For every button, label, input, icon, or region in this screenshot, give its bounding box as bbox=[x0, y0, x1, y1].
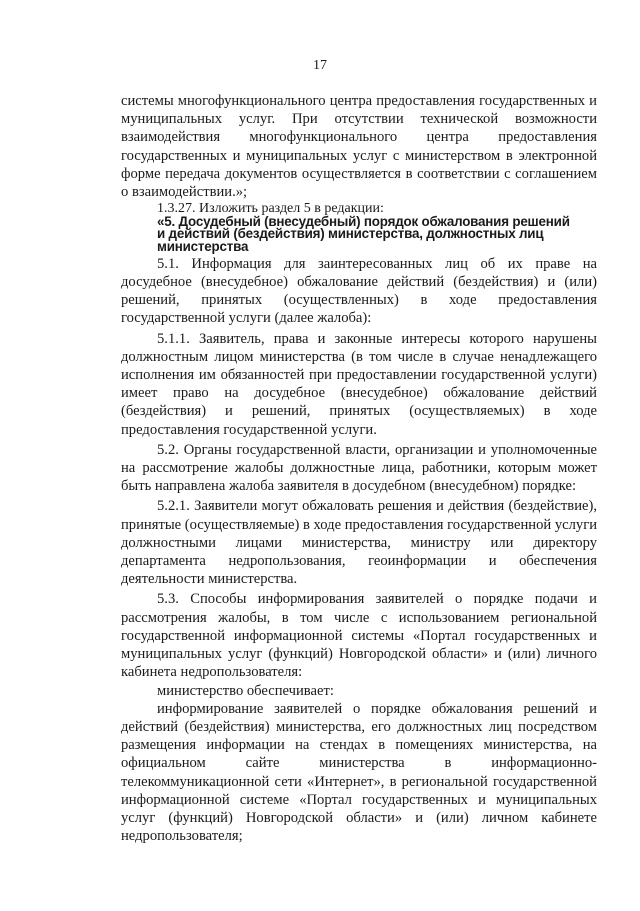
paragraph-5-3: 5.3. Способы информирования заявителей о порядке подачи и рассмотрения жалобы, в том числе с использованием региональной государственной информационной системы «Портал государственных и муниципальных услуг (функций) Новгородской области» и (или) личного кабинета недропользователя: bbox=[121, 591, 597, 681]
paragraph-amendment-intro: 1.3.27. Изложить раздел 5 в редакции: bbox=[157, 201, 384, 217]
paragraph-5-2-1: 5.2.1. Заявители могут обжаловать решения и действия (бездействие), принятые (осуществляемые) в ходе предоставления государственной услуги должностными лицами министерства, министру или директору департамента недропользования, геоинформации и обеспечения деятельности министерства. bbox=[121, 498, 597, 588]
paragraph-5-1-1: 5.1.1. Заявитель, права и законные интересы которого нарушены должностным лицом министерства (в том числе в случае ненадлежащего исполнения им обязанностей при предоставлении государственной услуги) имеет право на досудебное (внесудебное) обжалование действий (бездействия) и решений, принятых (осуществляемых) в ходе предоставления государственной услуги. bbox=[121, 330, 597, 438]
paragraph-informing: информирование заявителей о порядке обжалования решений и действий (бездействия) министерства, его должностных лиц посредством размещения информации на стендах в помещениях министерства, на официальном сайте министерства в информационно-телекоммуникационной сети «Интернет», в региональной государственной информационной системе «Портал государственных и муниципальных услуг (функций) Новгородской области» и (или) личном кабинете недропользователя; bbox=[121, 700, 597, 845]
section-heading-line-3: министерства bbox=[157, 238, 249, 254]
section-heading bbox=[157, 216, 597, 253]
paragraph-5-1: 5.1. Информация для заинтересованных лиц об их праве на досудебное (внесудебное) обжалование действий (бездействия) и (или) решений, принятых (осуществленных) в ходе предоставления государственной услуги (далее жалоба): bbox=[121, 255, 597, 327]
section-heading-line-1: «5. Досудебный (внесудебный) порядок обжалования решений bbox=[157, 214, 570, 230]
paragraph-continuation: системы многофункционального центра предоставления государственных и муниципальных услуг. При отсутствии технической возможности взаимодействия многофункционального центра предоставления государственных и муниципальных услуг с министерством в электронной форме передача документов осуществляется в соответствии с соглашением о взаимодействии.»; bbox=[121, 93, 597, 201]
paragraph-5-2: 5.2. Органы государственной власти, организации и уполномоченные на рассмотрение жалобы должностные лица, работники, которым может быть направлена жалоба заявителя в досудебном (внесудебном) порядке: bbox=[121, 441, 597, 495]
document-body bbox=[121, 92, 597, 845]
paragraph-ministry-provides: министерство обеспечивает: bbox=[157, 682, 334, 699]
section-heading-line-2: и действий (бездействия) министерства, должностных лиц bbox=[157, 226, 544, 242]
page-number: 17 bbox=[313, 58, 327, 73]
